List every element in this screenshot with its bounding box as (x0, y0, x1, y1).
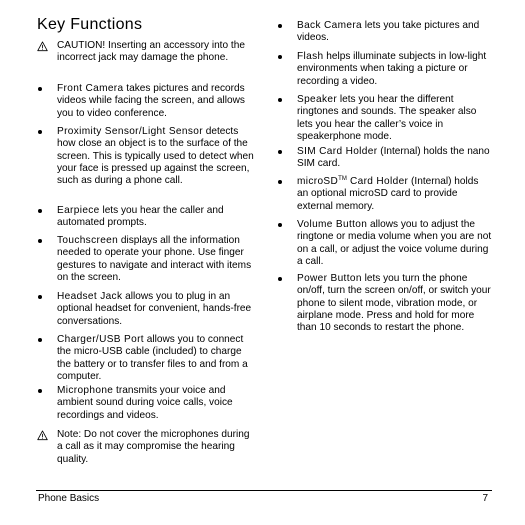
item-description: helps illuminate subjects in low-light environments when taking a picture or recording a video. (297, 51, 487, 87)
item-term: Speaker (297, 94, 338, 105)
list-item-power-button (276, 273, 492, 335)
caution-text: CAUTION! Inserting an accessory into the incorrect jack may damage the phone. (57, 40, 245, 64)
item-description: lets you turn the phone on/off, turn the screen on/off, or switch your phone to silent mode, vibration mode, or airplane mode. Press and hold for more than 10 seconds to restart the phone. (297, 273, 491, 334)
item-description: takes pictures and records videos while facing the screen, and allows you to video conference. (57, 83, 245, 119)
item-term: Power Button (297, 273, 362, 284)
list-item-microphone (36, 385, 254, 422)
item-description: allows you to adjust the ringtone or media volume when you are not on a call, or adjust the voice volume during a call. (297, 219, 492, 268)
list-item-headset-jack (36, 291, 254, 328)
item-description: displays all the information needed to operate your phone. Use finger gestures to navigate and interact with items on the screen. (57, 235, 252, 284)
item-term: Earpiece (57, 205, 100, 216)
note-text: Note: Do not cover the microphones during a call as it may compromise the hearing quality. (57, 429, 250, 465)
item-description: lets you hear the different ringtones and sounds. The speaker also lets you hear the caller’s voice in speakerphone mode. (297, 94, 477, 143)
item-description: detects how close an object is to the surface of the screen. This is typically used to detect when your face is pressed up against the screen, such as during a phone call. (57, 126, 254, 187)
footer-section-name: Phone Basics (38, 493, 100, 504)
trademark-mark: TM (338, 176, 347, 182)
item-description: allows you to connect the micro-USB cable (included) to charge the battery or to transfer files to and from a computer. (57, 334, 248, 383)
item-term: Flash (297, 51, 324, 62)
item-term: Back Camera (297, 20, 362, 31)
item-term: Microphone (57, 385, 114, 396)
list-item-microsd-card-holder (276, 176, 492, 213)
item-term: Touchscreen (57, 235, 119, 246)
item-description: lets you take pictures and videos. (297, 20, 480, 44)
list-item-speaker (276, 94, 492, 143)
item-description: (Internal) holds the nano SIM card. (297, 146, 490, 170)
item-description: lets you hear the caller and automated prompts. (57, 205, 224, 229)
item-term: Proximity Sensor/Light Sensor (57, 126, 203, 137)
item-description: (Internal) holds an optional microSD card to provide external memory. (297, 176, 479, 212)
footer-divider (36, 490, 492, 491)
caution-item (36, 40, 254, 65)
list-item-front-camera (36, 83, 254, 120)
item-term: microSD (297, 176, 339, 187)
item-term: Charger/USB Port (57, 334, 144, 345)
list-item-flash (276, 51, 492, 88)
item-term: Headset Jack (57, 291, 123, 302)
item-description: allows you to plug in an optional headset for convenient, hands-free conversations. (57, 291, 252, 327)
item-term: Volume Button (297, 219, 368, 230)
page-number: 7 (482, 493, 488, 504)
list-item-charger-usb-port (36, 334, 254, 383)
list-item-sim-card-holder (276, 146, 492, 171)
list-item-back-camera (276, 20, 492, 45)
item-term-suffix: Card Holder (346, 176, 409, 187)
item-description: transmits your voice and ambient sound during voice calls, voice recordings and videos. (57, 385, 233, 421)
note-item (36, 429, 254, 466)
list-item-earpiece (36, 205, 254, 230)
item-term: Front Camera (57, 83, 124, 94)
section-title: Key Functions (37, 16, 143, 33)
item-term: SIM Card Holder (297, 146, 378, 157)
list-item-proximity-sensor (36, 126, 254, 188)
list-item-volume-button (276, 219, 492, 268)
list-item-touchscreen (36, 235, 254, 284)
